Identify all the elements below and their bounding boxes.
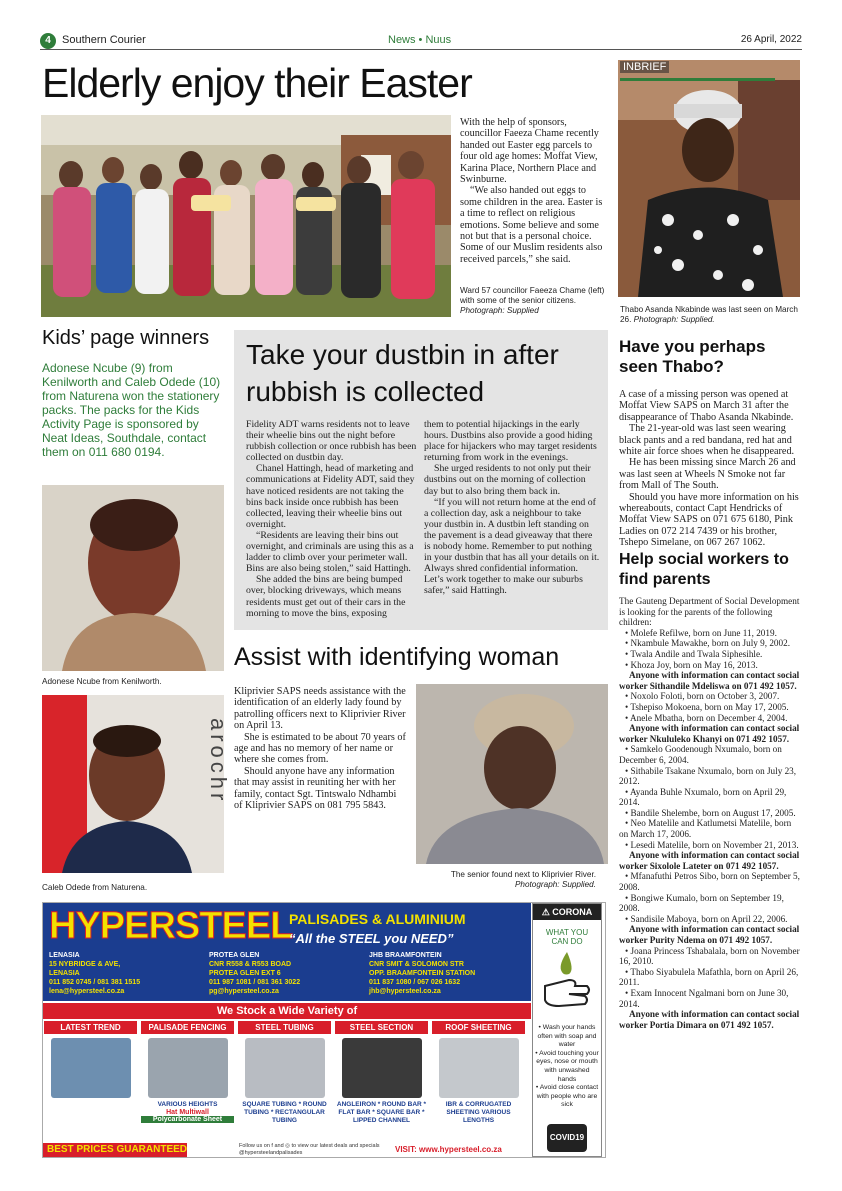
thabo-paragraph: A case of a missing person was opened at Moffat View SAPS on March 31 after the disappearance of Thabo Asanda Nkabinde. [619,389,794,423]
ad-tag1: PALISADES & ALUMINIUM [289,911,466,927]
headline-social: Help social workers to find parents [619,551,789,588]
ad-branch-name: PROTEA GLEN [209,952,260,959]
ad-category-sub: ANGLEIRON * ROUND BAR * FLAT BAR * SQUARE BAR * LIPPED CHANNEL [336,1101,427,1124]
corona-panel [532,903,602,1157]
social-contact: Anyone with information can contact social worker Nkululeko Khanyi on 071 492 1057. [619,723,800,744]
social-child-item: • Twala Andile and Twala Siphesihle. [625,648,763,659]
corona-tips [535,1024,599,1110]
social-child-item: • Exam Innocent Ngalmani born on June 30, 2014. [619,987,789,1009]
page-header [40,33,802,50]
dustbin-paragraph: them to potential hijackings in the early hours. Dustbins also provide a good hiding place for hijackers who may target residents returning from work in the evenings. [424,419,597,464]
social-contact: Anyone with information can contact social worker Sithandile Mdeliswa on 071 492 1057. [619,670,800,691]
ad-branch-line: pg@hypersteel.co.za [209,988,279,995]
social-child-item: • Joana Princess Tshabalala, born on November 16, 2010. [619,945,800,967]
ad-category-title: PALISADE FENCING [141,1021,234,1034]
ad-branch-line: LENASIA [49,970,80,977]
headline-kids: Kids’ page winners [42,327,210,349]
social-child-item: • Bandile Shelembe, born on August 17, 2005. [625,807,796,818]
thabo-photo [618,60,800,297]
woman-photo [416,684,608,864]
social-child-item: • Samkelo Goodenough Nxumalo, born on December 6, 2004. [619,744,782,765]
social-child-item: • Anele Mbatha, born on December 4, 2004. [625,712,788,723]
adonese-photo-illustration [42,485,224,671]
easter-photo-illustration [41,115,451,317]
social-child-item: • Noxolo Foloti, born on October 3, 2007. [625,691,780,702]
warning-icon: ⚠ [541,907,550,917]
social-contact: Anyone with information can contact social worker Sixolole Lateter on 071 492 1057. [619,850,800,871]
ad-branch-line: jhb@hypersteel.co.za [369,988,441,995]
social-body [619,596,801,1030]
ad-visit: VISIT: www.hypersteel.co.za [395,1145,502,1154]
thabo-credit: Photograph: Supplied. [633,315,715,324]
dustbin-col2 [424,419,600,597]
ad-category-title: STEEL TUBING [238,1021,331,1034]
social-contact: Anyone with information can contact social worker Portia Dimara on 071 492 1057. [619,1009,800,1030]
social-child-item: • Bongiwe Kumalo, born on September 19, 2008. [619,892,784,914]
corona-tip: • Avoid close contact with people who are sick [535,1084,599,1109]
ad-branch-name: JHB BRAAMFONTEIN [369,952,442,959]
publication-name: Southern Courier [62,34,146,46]
ad-category [141,1021,234,1139]
woman-paragraph: Should anyone have any information that may assist in reuniting her with her family, contact Sgt. Tintswalo Ndhambi of Kliprivier SAPS on 081 795 5843. [234,765,397,812]
ad-brand: HYPERSTEEL [49,905,293,947]
headline-thabo: Have you perhaps seen Thabo? [619,337,766,376]
inbrief-rule [620,78,775,81]
ad-category [335,1021,428,1139]
ad-branch-line: 011 852 0745 / 081 381 1515 [49,979,141,986]
issue-date: 26 April, 2022 [740,34,802,45]
social-child-item: • Molefe Refilwe, born on June 11, 2019. [625,627,777,638]
ad-category-image [148,1038,228,1098]
dustbin-paragraph: Chanel Hattingh, head of marketing and communications at Fidelity ADT, said they have noticed residents are not taking the bins back inside once rubbish has been collected, leaving their wheelie bins out overnight. [246,463,415,530]
woman-caption [416,870,596,890]
hypersteel-advert [42,902,606,1158]
ad-category [44,1021,137,1139]
headline-easter: Elderly enjoy their Easter [42,60,472,106]
easter-paragraph: “We also handed out eggs to some children in the area. Easter is a time to reflect on religious emotions. Some believe and some not but that is a personal choice. Some of our Muslim residents also received parcels,” she said. [460,185,603,265]
ad-branch-line: CNR SMIT & SOLOMON STR [369,961,464,968]
ad-best-prices: BEST PRICES GUARANTEED [43,1143,187,1157]
thabo-caption-text: Thabo Asanda Nkabinde was last seen on March 26. [620,305,798,324]
dustbin-paragraph: She added the bins are being bumped over, blocking driveways, which means residents must get out of their cars in the morning to move the bins, exposing [246,574,406,619]
kids-body: Adonese Ncube (9) from Kenilworth and Caleb Odede (10) from Naturena won the stationery packs. The packs for the Kids Activity Page is sponsored by Neat Ideas, Southdale, contact them on 011 680 0194. [42,361,221,459]
corona-tip: • Wash your hands often with soap and water [537,1024,597,1049]
ad-category-image [439,1038,519,1098]
social-child-item: • Neo Matelile and Katlumetsi Matelile, born on March 17, 2006. [619,818,792,840]
corona-label-text: CORONA [552,907,593,917]
thabo-caption [620,305,802,325]
woman-paragraph: Kliprivier SAPS needs assistance with the identification of an elderly lady found by patrolling officers next to Kliprivier River on April 13. [234,686,406,732]
ad-category-title: ROOF SHEETING [432,1021,525,1034]
social-child-item: • Sandisile Maboya, born on April 22, 2006. [625,913,788,924]
inbrief-label: INBRIEF [620,61,669,73]
ad-category-sub: IBR & CORRUGATED SHEETING VARIOUS LENGTHS [445,1101,512,1124]
social-intro: The Gauteng Department of Social Development is looking for the parents of the following children: [619,596,800,628]
ad-branch [369,951,525,996]
social-child-item: • Sithabile Tsakane Nxumalo, born on July 23, 2012. [619,765,797,787]
corona-tip: • Avoid touching your eyes, nose or mouth with unwashed hands [535,1049,599,1083]
easter-body [460,117,606,265]
ad-branch-line: 011 837 1080 / 067 026 1632 [369,979,461,986]
ad-branch [49,951,205,996]
thabo-photo-illustration [618,60,800,297]
thabo-body [619,389,801,549]
social-child-item: • Tshepiso Mokoena, born on May 17, 2005. [625,701,789,712]
ad-branch-line: 15 NYBRIDGE & AVE, [49,961,121,968]
ad-branch [209,951,365,996]
handwash-icon [539,950,595,1014]
woman-photo-illustration [416,684,608,864]
ad-branches [49,951,519,999]
dustbin-paragraph: Fidelity ADT warns residents not to leave their wheelie bins out the night before rubbish collection or once rubbish has been collected on dustbin day. [246,419,417,464]
ad-branch-name: LENASIA [49,952,80,959]
ad-polycarb-line: Hat Multiwall [166,1109,209,1116]
thabo-paragraph: Should you have more information on his whereabouts, contact Capt Hendricks of Moffat View SAPS on 071 675 6180, Pink Ladies on 072 214 7439 or his brother, Tshepo Simelane, on 067 267 1062. [619,491,799,549]
ad-branch-line: CNR R558 & R553 BOAD [209,961,292,968]
woman-body [234,686,406,811]
ad-category-sub: VARIOUS HEIGHTS [157,1101,218,1108]
adonese-caption: Adonese Ncube from Kenilworth. [42,677,162,686]
caleb-photo-illustration [42,695,224,873]
thabo-paragraph: The 21-year-old was last seen wearing black pants and a red bandana, red hat and white air force shoes when he disappeared. [619,423,795,458]
dustbin-paragraph: She urged residents to not only put their dustbins out on the morning of collection day but to also bring them back in. [424,463,591,497]
ad-category-image [51,1038,131,1098]
adonese-photo [42,485,224,671]
caleb-wall-text: arochr [206,718,231,805]
ad-categories [43,1021,531,1141]
easter-credit: Photograph: Supplied [460,306,539,315]
social-child-item: • Lesedi Matelile, born on November 21, 2013. [625,839,799,850]
dustbin-paragraph: “If you will not return home at the end of a collection day, ask a neighbour to take your dustbin in. A dustbin left standing on the pavement is a dead giveaway that there is nobody home. Remember to put nothing in your dustbin that has all your details on it. Always shred confidential information. Let’s work together to make our suburbs safer,” said Hattingh. [424,496,600,597]
section-label: News • Nuus [388,34,452,46]
ad-category [432,1021,525,1139]
ad-branch-line: 011 987 1081 / 081 361 3022 [209,979,301,986]
caleb-photo [42,695,224,873]
dustbin-col1 [246,419,418,619]
social-child-item: • Khoza Joy, born on May 16, 2013. [625,659,758,670]
ad-category [238,1021,331,1139]
ad-category-sub: SQUARE TUBING * ROUND TUBING * RECTANGULAR TUBING [242,1101,327,1124]
corona-label [533,904,601,920]
easter-paragraph: With the help of sponsors, councillor Faeeza Chame recently handed out Easter egg parcels to four old age homes: Moffat View, Karina Place, Northern Place and Swinburne. [460,117,599,186]
ad-category-title: LATEST TREND [44,1021,137,1034]
social-child-item: • Thabo Siyabulela Mafathla, born on April 26, 2011. [619,966,799,988]
social-child-item: • Mfanafuthi Petros Sibo, born on September 5, 2008. [619,871,800,893]
caleb-caption: Caleb Odede from Naturena. [42,883,148,892]
headline-dustbin: Take your dustbin in after rubbish is collected [246,339,559,407]
ad-category-image [245,1038,325,1098]
ad-follow: Follow us on f and ◎ to view our latest deals and specials @hypersteelandpalisades [239,1143,380,1156]
woman-credit: Photograph: Supplied. [514,880,596,889]
ad-branch-line: OPP. BRAAMFONTEIN STATION [369,970,476,977]
easter-caption [460,286,608,316]
ad-branch-line: lena@hypersteel.co.za [49,988,125,995]
social-child-item: • Ayanda Buhle Nxumalo, born on April 29, 2014. [619,786,787,808]
ad-stock-bar: We Stock a Wide Variety of [43,1003,531,1019]
woman-caption-text: The senior found next to Kliprivier River. [450,870,596,879]
dustbin-paragraph: “Residents are leaving their bins out overnight, and criminals are using this as a ladder to climb over your perimeter wall. Bins are also being stolen,” said Hattingh. [246,529,414,575]
social-child-item: • Nkambule Mawakhe, born on July 9, 2002. [625,638,790,649]
woman-paragraph: She is estimated to be about 70 years of age and has no memory of her name or where she comes from. [234,731,406,766]
headline-woman: Assist with identifying woman [234,643,560,671]
thabo-paragraph: He has been missing since March 26 and was last seen at Wheels N Smoke not far from Mall of The South. [619,457,796,492]
ad-polycarb-line: Polycarbonate Sheet [141,1116,234,1123]
ad-category-title: STEEL SECTION [335,1021,428,1034]
easter-caption-text: Ward 57 councillor Faeeza Chame (left) with some of the senior citizens. [460,286,605,305]
corona-what: WHAT YOU CAN DO [545,928,589,946]
ad-tag2: “All the STEEL you NEED” [289,931,454,946]
covid-logo: COVID19 [547,1124,587,1152]
ad-branch-line: PROTEA GLEN EXT 6 [209,970,281,977]
easter-group-photo [41,115,451,317]
ad-category-image [342,1038,422,1098]
page-number: 4 [40,33,56,49]
social-contact: Anyone with information can contact social worker Purity Ndema on 071 492 1057. [619,924,800,945]
